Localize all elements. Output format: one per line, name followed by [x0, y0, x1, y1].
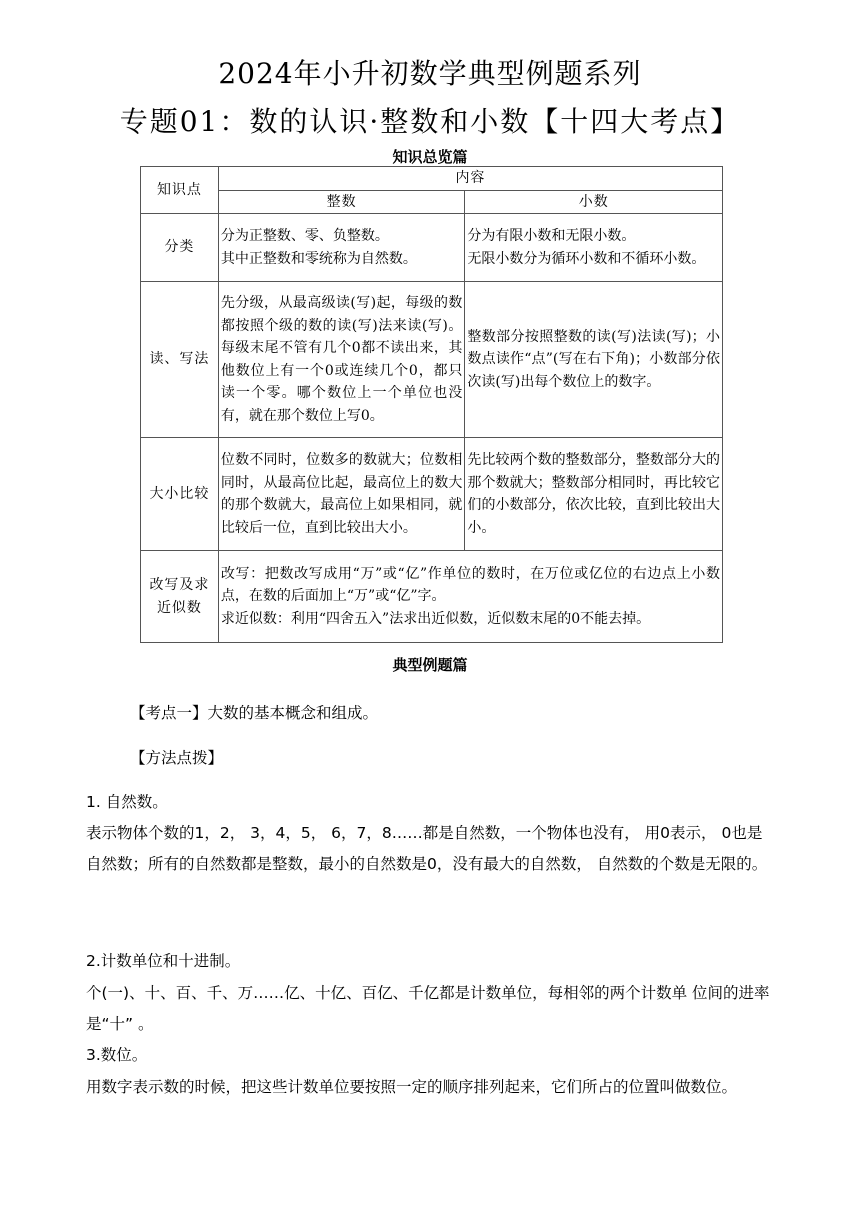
table-row [141, 282, 723, 438]
item-title: 3.数位。 [86, 1046, 148, 1064]
cell-decimal: 整数部分按照整数的读(写)法读(写)；小数点读作“点”(写在右下角)；小数部分依次读(写)出每个数位上的数字。 [465, 282, 723, 438]
table-row [141, 438, 723, 551]
item-title: 1. 自然数。 [86, 793, 168, 811]
table-row [141, 551, 723, 643]
item-body: 表示物体个数的1，2， 3，4，5， 6，7，8……都是自然数，一个物体也没有， 用0表示， 0也是自然数；所有的自然数都是整数，最小的自然数是0，没有最大的自然数， 自然数的个数是无限的。 [86, 824, 768, 873]
cell-integer: 位数不同时，位数多的数就大；位数相同时，从最高位比起，最高位上的数大的那个数就大，最高位上如果相同，就比较后一位，直到比较出大小。 [218, 438, 465, 551]
cell-merged: 改写：把数改写成用“万”或“亿”作单位的数时，在万位或亿位的右边点上小数点，在数的后面加上“万”或“亿”字。 求近似数：利用“四舍五入”法求出近似数，近似数末尾的0不能去掉。 [218, 551, 722, 643]
header-knowledge: 知识点 [141, 167, 219, 214]
cell-integer: 分为正整数、零、负整数。 其中正整数和零统称为自然数。 [218, 214, 465, 282]
row-label: 读、写法 [141, 282, 219, 438]
header-decimal: 小数 [465, 190, 723, 214]
method-heading: 【方法点拨】 [130, 749, 224, 767]
cell-integer: 先分级，从最高级读(写)起，每级的数都按照个级的数的读(写)法来读(写)。每级末尾不管有几个0都不读出来，其他数位上有一个0或连续几个0，都只读一个零。哪个数位上一个单位也没有，就在那个数位上写0。 [218, 282, 465, 438]
item-title: 2.计数单位和十进制。 [86, 952, 241, 970]
row-label: 大小比较 [141, 438, 219, 551]
knowledge-table [140, 166, 723, 643]
header-content: 内容 [218, 167, 722, 191]
item-body: 用数字表示数的时候，把这些计数单位要按照一定的顺序排列起来，它们所占的位置叫做数位。 [86, 1078, 738, 1096]
item-body: 个(一)、十、百、千、万……亿、十亿、百亿、千亿都是计数单位，每相邻的两个计数单 位间的进率是“十” 。 [86, 984, 770, 1033]
cell-decimal: 先比较两个数的整数部分，整数部分大的那个数就大；整数部分相同时，再比较它们的小数部分，依次比较，直到比较出大小。 [465, 438, 723, 551]
overview-heading: 知识总览篇 [392, 148, 468, 166]
row-label: 改写及求近似数 [141, 551, 219, 643]
document-title: 2024年小升初数学典型例题系列 [218, 57, 642, 90]
examples-heading: 典型例题篇 [392, 656, 468, 674]
header-integer: 整数 [218, 190, 465, 214]
table-row [141, 214, 723, 282]
row-label: 分类 [141, 214, 219, 282]
document-subtitle: 专题01：数的认识·整数和小数【十四大考点】 [119, 105, 741, 138]
point-heading: 【考点一】大数的基本概念和组成。 [130, 704, 379, 722]
cell-decimal: 分为有限小数和无限小数。 无限小数分为循环小数和不循环小数。 [465, 214, 723, 282]
